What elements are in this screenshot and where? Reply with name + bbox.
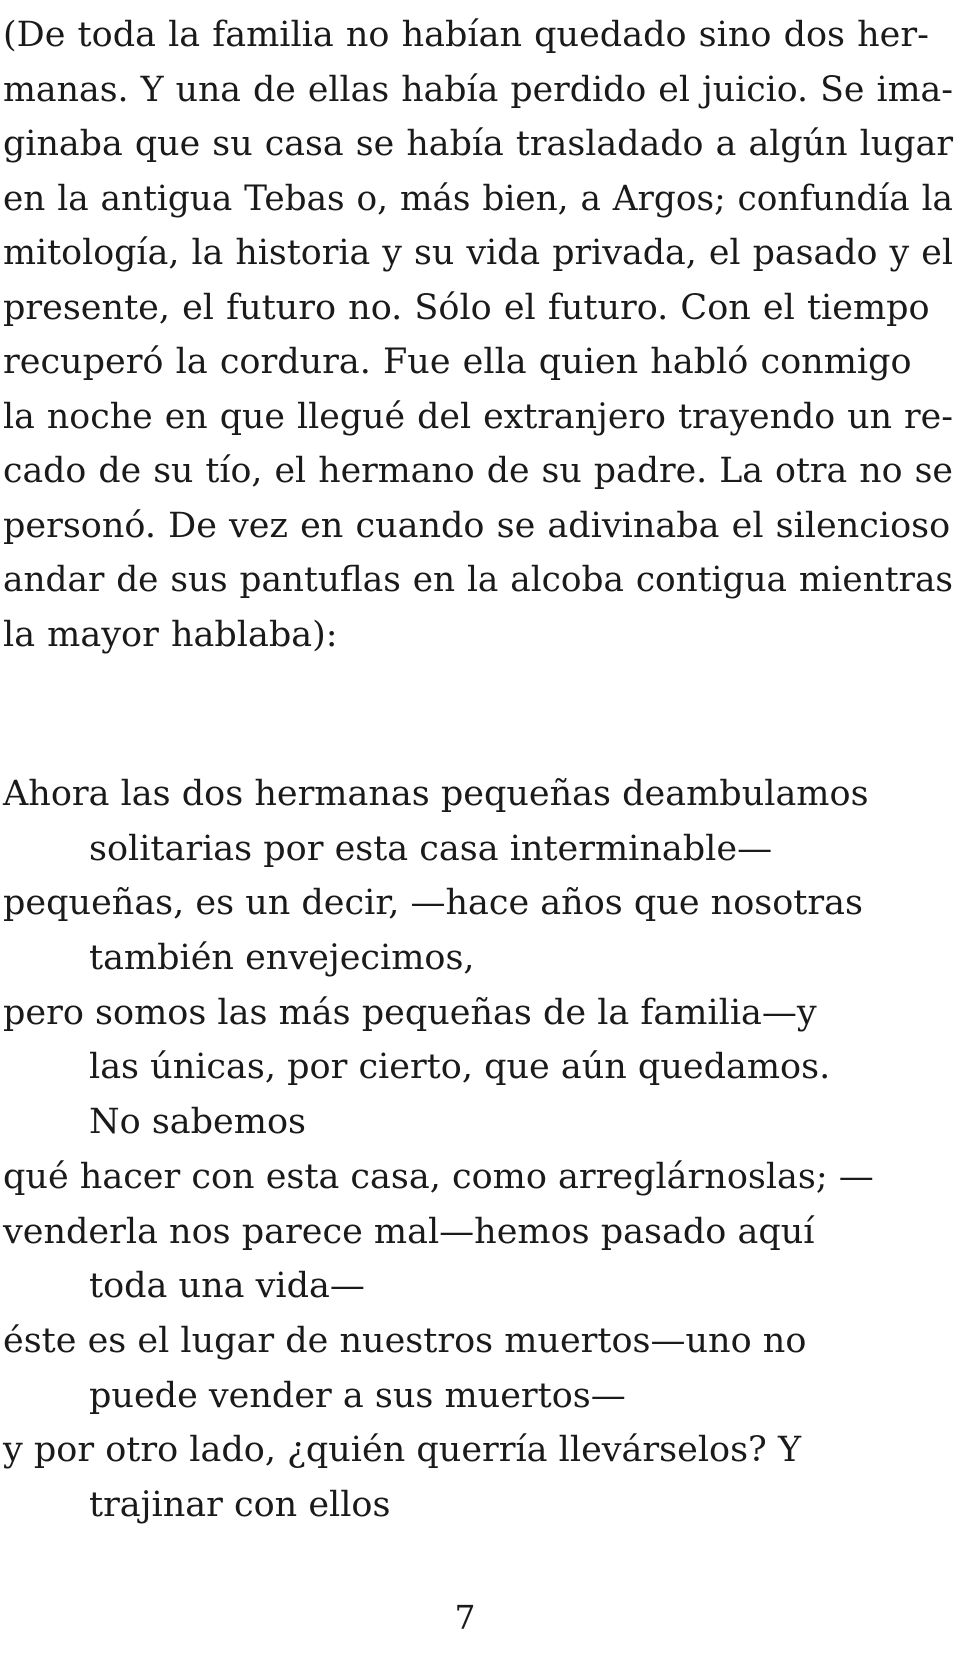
prose-line: recuperó la cordura. Fue ella quien habló conmigo	[3, 342, 912, 382]
prose-line: manas. Y una de ellas había perdido el juicio. Se ima-	[3, 69, 953, 110]
prose-line: la mayor hablaba):	[3, 614, 338, 655]
verse-line: éste es el lugar de nuestros muertos—uno no	[3, 1320, 807, 1361]
prose-line: mitología, la historia y su vida privada, el pasado y el	[3, 233, 953, 273]
verse-line-continuation: trajinar con ellos	[89, 1484, 391, 1525]
verse-line: y por otro lado, ¿quién querría llevárselos? Y	[3, 1430, 802, 1471]
prose-line: la noche en que llegué del extranjero trayendo un re-	[3, 396, 953, 437]
verse-line: Ahora las dos hermanas pequeñas deambulamos	[3, 774, 869, 814]
poem-stanza	[3, 767, 953, 1533]
verse-line-continuation: también envejecimos,	[89, 938, 475, 979]
verse-line: pequeñas, es un decir, —hace años que nosotras	[3, 883, 863, 924]
verse-line: qué hacer con esta casa, como arreglárnoslas; —	[3, 1156, 874, 1197]
prose-line: presente, el futuro no. Sólo el futuro. Con el tiempo	[3, 287, 930, 328]
prose-line: en la antigua Tebas o, más bien, a Argos; confundía la	[3, 178, 953, 219]
prose-paragraph	[3, 8, 953, 662]
prose-line: (De toda la familia no habían quedado sino dos her-	[3, 15, 929, 55]
prose-line: personó. De vez en cuando se adivinaba el silencioso	[3, 505, 951, 546]
prose-line: andar de sus pantuflas en la alcoba contigua mientras	[3, 560, 953, 600]
verse-line-continuation: puede vender a sus muertos—	[89, 1375, 626, 1416]
verse-line: venderla nos parece mal—hemos pasado aquí	[3, 1211, 815, 1252]
verse-line-continuation: No sabemos	[89, 1102, 306, 1143]
verse-line-continuation: toda una vida—	[89, 1266, 365, 1307]
verse-line-continuation: solitarias por esta casa interminable—	[89, 828, 773, 869]
verse-line: pero somos las más pequeñas de la familia—y	[3, 992, 817, 1033]
page-number: 7	[454, 1598, 476, 1637]
verse-line-continuation: las únicas, por cierto, que aún quedamos.	[89, 1047, 831, 1088]
prose-line: ginaba que su casa se había trasladado a algún lugar	[3, 124, 953, 164]
prose-line: cado de su tío, el hermano de su padre. La otra no se	[3, 451, 953, 491]
